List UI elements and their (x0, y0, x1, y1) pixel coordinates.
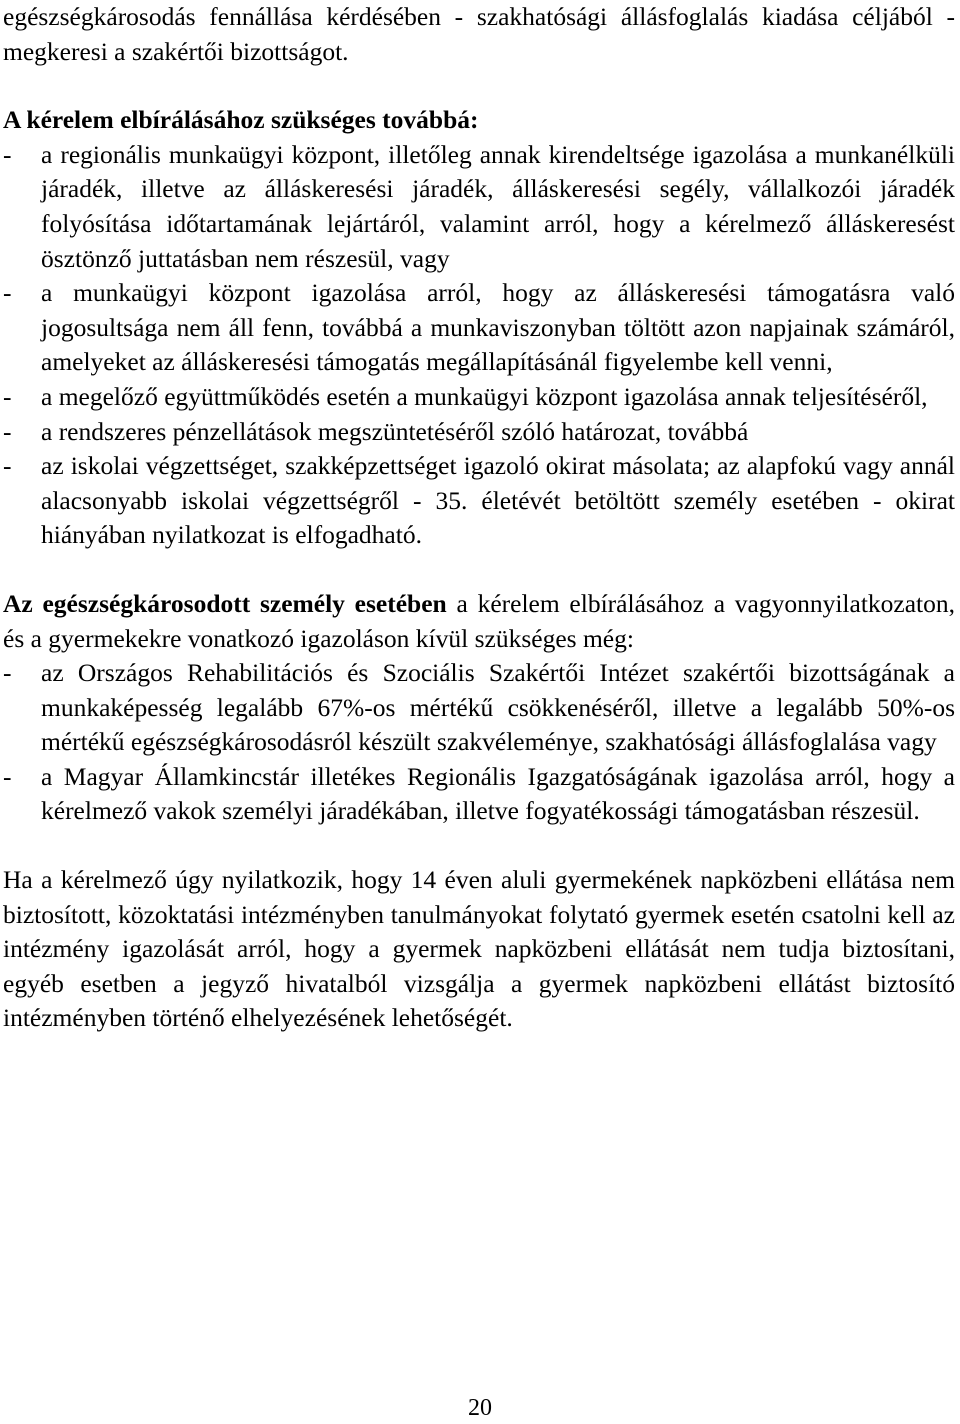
paragraph-gap (3, 829, 955, 863)
list-item-text: a megelőző együttműködés esetén a munkaügyi központ igazolása annak teljesítéséről, (41, 381, 928, 411)
list-item-text: a regionális munkaügyi központ, illetőleg annak kirendeltsége igazolása a munkanélküli járadék, illetve az álláskeresési járadék, álláskeresési segély, vállalkozói járadék folyósítása időtartamának lejártáról, valamint arról, hogy a kérelmező álláskeresést ösztönző juttatásban nem részesül, vagy (41, 139, 955, 273)
list-dash: - (3, 451, 12, 481)
list-item-text: a Magyar Államkincstár illetékes Regionális Igazgatóságának igazolása arról, hogy a kérelmező vakok személyi járadékában, illetve fogyatékossági támogatásban részesül. (41, 761, 955, 826)
list-item (3, 449, 955, 553)
list-item (3, 138, 955, 276)
list-item (3, 656, 955, 760)
list-item (3, 760, 955, 829)
list-item-text: az Országos Rehabilitációs és Szociális Szakértői Intézet szakértői bizottságának a munkaképesség legalább 67%-os mértékű csökkenéséről, illetve a legalább 50%-os mértékű egészségkárosodásról készült szakvéleménye, szakhatósági állásfoglalása vagy (41, 658, 955, 757)
list-dash: - (3, 761, 12, 791)
list-dash: - (3, 658, 12, 688)
list-item-text: az iskolai végzettséget, szakképzettséget igazoló okirat másolata; az alapfokú vagy annál alacsonyabb iskolai végzettségről - 35. életévét betöltött személy esetében - okirat hiányában nyilatkozat is elfogadható. (41, 451, 955, 550)
section2-intro-text: a kérelem elbírálásához a vagyonnyilatkozaton, és a gyermekekre vonatkozó igazoláson kívül szükséges még: (3, 588, 955, 653)
list-dash: - (3, 278, 12, 308)
paragraph-gap (3, 553, 955, 587)
section2-bold-lead: Az egészségkárosodott személy esetében (3, 588, 447, 618)
closing-paragraph: Ha a kérelmező úgy nyilatkozik, hogy 14 éven aluli gyermekének napközbeni ellátása nem biztosított, közoktatási intézményben tanulmányokat folytató gyermek esetén csatolni kell az intézmény igazolását arról, hogy a gyermek napközbeni ellátását nem tudja biztosítani, egyéb esetben a jegyző hivatalból vizsgálja a gyermek napközbeni ellátást biztosító intézményben történő elhelyezésének lehetőségét. (3, 865, 955, 1033)
list-item (3, 276, 955, 380)
list-item-text: a munkaügyi központ igazolása arról, hogy az álláskeresési támogatásra való jogosultsága nem áll fenn, továbbá a munkaviszonyban töltött azon napjainak számáról, amelyeket az álláskeresési támogatás megállapításánál figyelembe kell venni, (41, 278, 955, 377)
list-dash: - (3, 139, 12, 169)
paragraph-gap (3, 69, 955, 103)
section2-intro (3, 587, 955, 656)
list-item-text: a rendszeres pénzellátások megszüntetéséről szóló határozat, továbbá (41, 416, 749, 446)
document-page (3, 0, 955, 1036)
list-dash: - (3, 416, 12, 446)
list-dash: - (3, 381, 12, 411)
intro-paragraph: egészségkárosodás fennállása kérdésében - szakhatósági állásfoglalás kiadása céljából - megkeresi a szakértői bizottságot. (3, 2, 955, 66)
list-item (3, 415, 955, 450)
list-item (3, 380, 955, 415)
section-heading: A kérelem elbírálásához szükséges továbbá: (3, 105, 479, 135)
page-number: 20 (468, 1395, 492, 1421)
